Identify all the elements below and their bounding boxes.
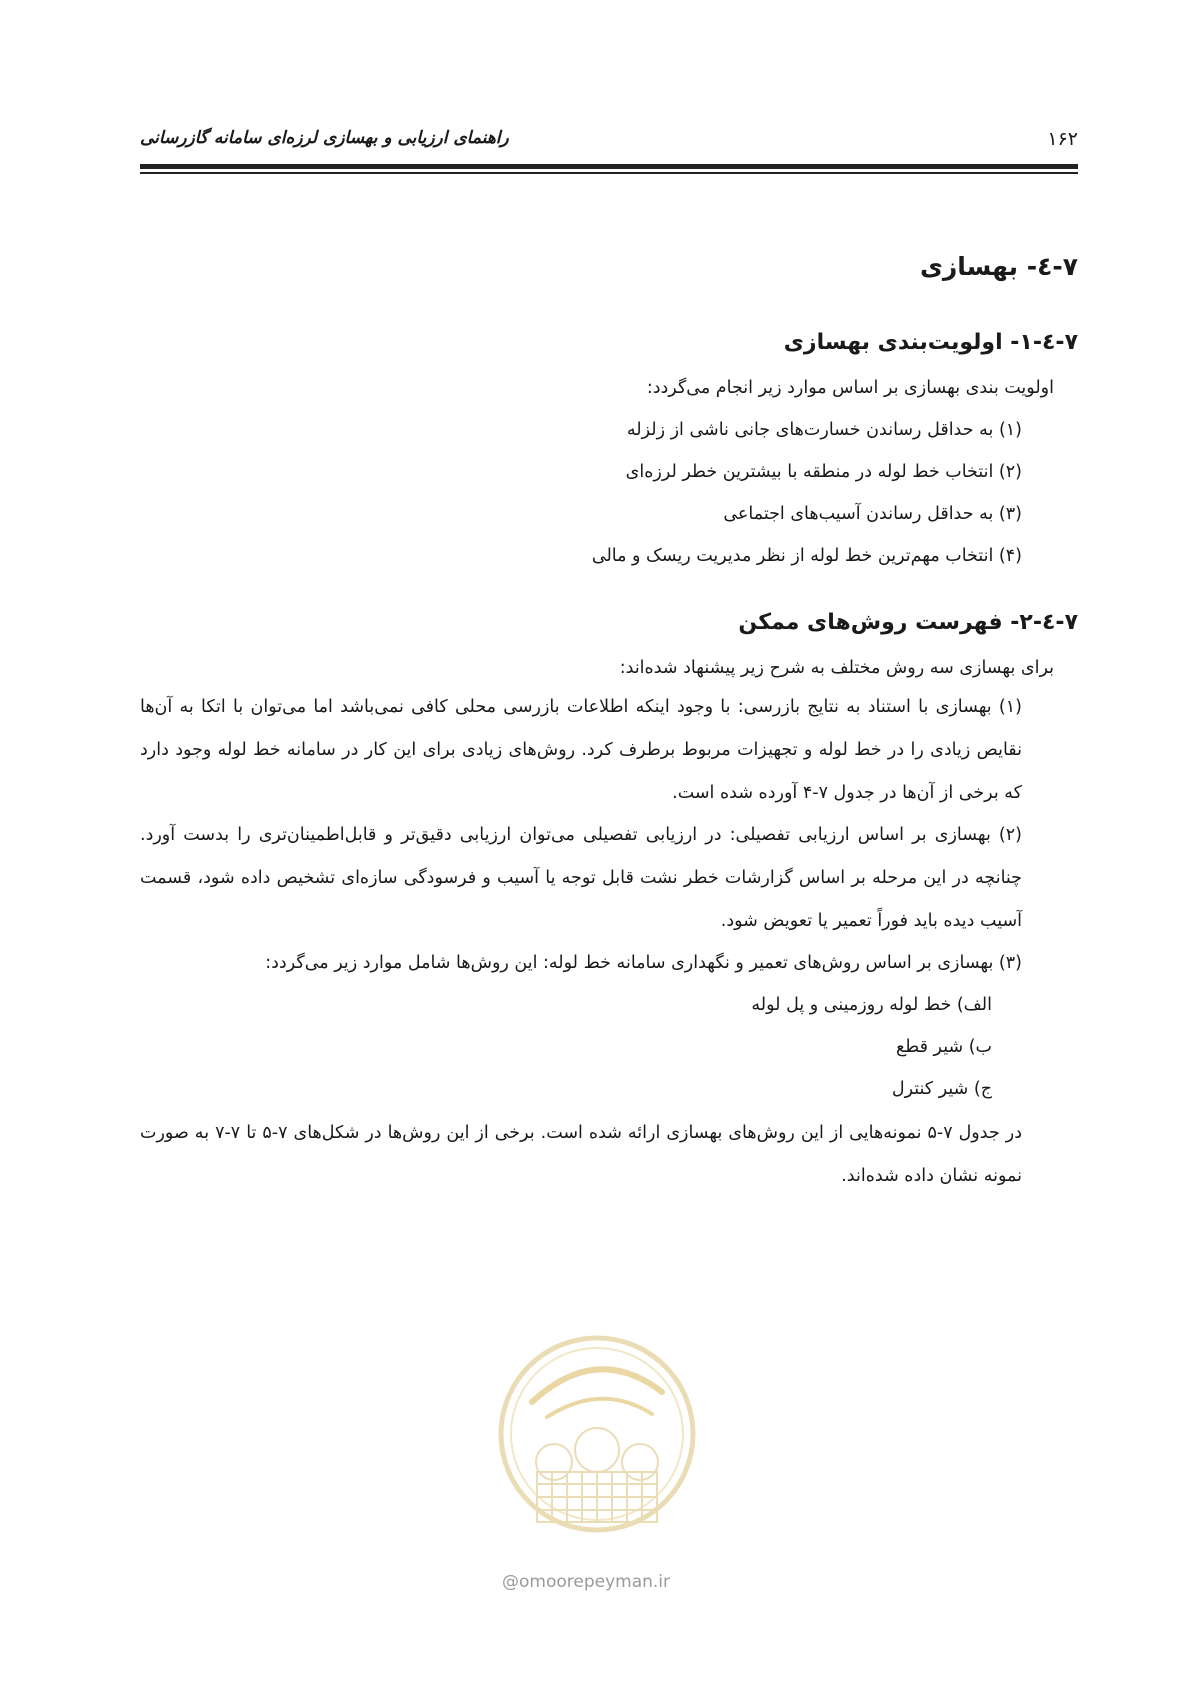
- section-heading: ۷-٤- بهسازی: [919, 252, 1078, 281]
- priority-item: (۴) انتخاب مهم‌ترین خط لوله از نظر مدیریت ریسک و مالی: [591, 546, 1022, 566]
- method-subitem: ج) شیر کنترل: [891, 1079, 992, 1099]
- priority-item: (۱) به حداقل رساندن خسارت‌های جانی ناشی از زلزله: [626, 420, 1022, 440]
- method-subitem: الف) خط لوله روزمینی و پل لوله: [751, 995, 992, 1015]
- subsection-heading-prioritization: ۷-٤-۱- اولویت‌بندی بهسازی: [783, 330, 1078, 355]
- running-title: راهنمای ارزیابی و بهسازی لرزه‌ای سامانه گازرسانی: [140, 128, 509, 148]
- watermark-site: @omoorepeyman.ir: [502, 1572, 671, 1592]
- priority-item: (۳) به حداقل رساندن آسیب‌های اجتماعی: [723, 504, 1022, 524]
- subsection-heading-methods: ۷-٤-۲- فهرست روش‌های ممکن: [738, 610, 1078, 635]
- page-number: ۱۶۲: [1047, 128, 1078, 150]
- priority-item: (۲) انتخاب خط لوله در منطقه با بیشترین خطر لرزه‌ای: [625, 462, 1022, 482]
- method-item: (۱) بهسازی با استناد به نتایج بازرسی: با وجود اینکه اطلاعات بازرسی محلی کافی نمی‌باشد اما می‌توان با اتکا به آن‌ها نقایص زیادی را در خط لوله و تجهیزات مربوط برطرف کرد. روش‌های زیادی برای این کار در سامانه خط لوله وجود دارد که برخی از آن‌ها در جدول ۷-۴ آورده شده است.: [140, 697, 1022, 803]
- header-rule-thick: [140, 164, 1078, 169]
- closing-paragraph: در جدول ۷-۵ نمونه‌هایی از این روش‌های بهسازی ارائه شده است. برخی از این روش‌ها در شکل‌های ۷-۵ تا ۷-۷ به صورت نمونه نشان داده شده‌اند.: [140, 1123, 1022, 1186]
- method-subitem: ب) شیر قطع: [895, 1037, 992, 1057]
- page-header: [140, 124, 1078, 154]
- method-item: (۲) بهسازی بر اساس ارزیابی تفصیلی: در ارزیابی تفصیلی می‌توان ارزیابی دقیق‌تر و قابل‌اطمینان‌تری را بدست آورد. چنانچه در این مرحله بر اساس گزارشات خطر نشت قابل توجه یا آسیب و فرسودگی سازه‌ای تشخیص داده شود، قسمت آسیب دیده باید فوراً تعمیر یا تعویض شود.: [140, 825, 1022, 931]
- prioritization-intro: اولویت بندی بهسازی بر اساس موارد زیر انجام می‌گردد:: [646, 378, 1054, 398]
- method-item: (۳) بهسازی بر اساس روش‌های تعمیر و نگهداری سامانه خط لوله: این روش‌ها شامل موارد زیر می‌گردد:: [265, 953, 1022, 973]
- methods-intro: برای بهسازی سه روش مختلف به شرح زیر پیشنهاد شده‌اند:: [619, 658, 1054, 678]
- header-rule-thin: [140, 172, 1078, 174]
- watermark-logo: [492, 1322, 702, 1572]
